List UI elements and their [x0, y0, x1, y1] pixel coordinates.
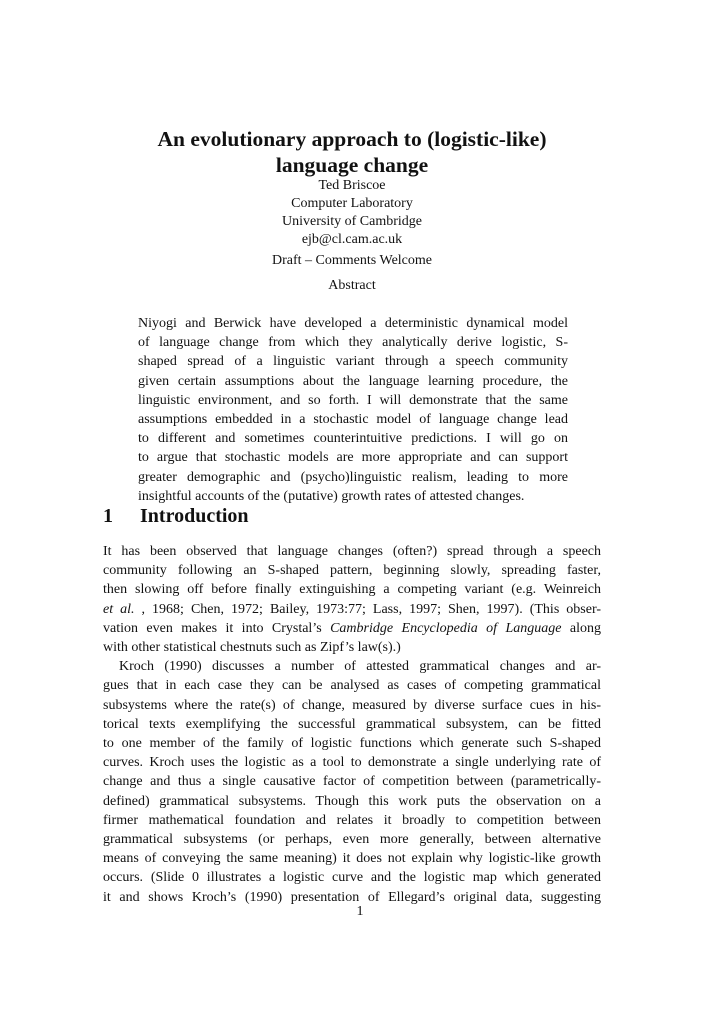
abstract-line: Niyogi and Berwick have developed a deterministic dynamical model [138, 316, 568, 331]
abstract-line: shaped spread of a linguistic variant through a speech community [138, 354, 568, 370]
abstract-line: to different and sometimes counterintuitive predictions. I will go on [138, 431, 568, 447]
page-number: 1 [356, 904, 364, 919]
body-line: defined) grammatical subsystems. Though this work puts the observation on a [103, 793, 601, 809]
body-line: It has been observed that language changes (often?) spread through a speech [103, 544, 601, 559]
body-line [103, 600, 601, 619]
paper-title [100, 126, 604, 178]
abstract-heading: Abstract [328, 278, 376, 293]
book-title-cambridge-encyclopedia: Cambridge Encyclopedia of Language [330, 620, 562, 636]
abstract-body [138, 314, 568, 506]
body-line: torical texts exemplifying the successful grammatical subsystem, can be fitted [103, 716, 601, 732]
draft-status: Draft – Comments Welcome [272, 253, 432, 268]
section-title: Introduction [140, 505, 249, 527]
body-line [103, 619, 601, 638]
author-affiliation-department: Computer Laboratory [291, 196, 413, 211]
abstract-line: given certain assumptions about the language learning procedure, the [138, 373, 568, 389]
abstract-line: insightful accounts of the (putative) growth rates of attested changes. [138, 488, 525, 504]
body-line: curves. Kroch uses the logistic as a tool to demonstrate a single underlying rate of [103, 755, 601, 771]
body-line: occurs. (Slide 0 illustrates a logistic curve and the logistic map which generated [103, 870, 601, 886]
body-line: gues that in each case they can be analysed as cases of competing grammatical [103, 678, 601, 694]
body-line: firmer mathematical foundation and relates it broadly to competition between [103, 812, 601, 828]
abstract-line: greater demographic and (psycho)linguistic realism, leading to more [138, 469, 568, 485]
body-line-text: vation even makes it into Crystal’s [103, 620, 331, 636]
citation-et-al: et al. [103, 601, 135, 617]
author-email: ejb@cl.cam.ac.uk [301, 232, 403, 247]
body-line: means of conveying the same meaning) it does not explain why logistic-like growth [103, 851, 601, 867]
abstract-line: linguistic environment, and so forth. I will demonstrate that the same [138, 392, 568, 408]
paper-metadata [100, 177, 604, 295]
body-line: subsystems where the rate(s) of change, measured by diverse surface cues in his- [103, 697, 601, 713]
paper-title-line-2: language change [275, 153, 429, 177]
abstract-line: to argue that stochastic models are more appropriate and can support [138, 450, 568, 466]
body-line: grammatical subsystems (or perhaps, even more generally, between alternative [103, 832, 601, 848]
author-affiliation-university: University of Cambridge [282, 214, 422, 229]
section-heading-introduction [103, 504, 249, 528]
introduction-body [103, 542, 601, 907]
abstract-line: of language change from which they analytically derive logistic, S- [138, 335, 568, 351]
body-line: to one member of the family of logistic functions which generate such S-shaped [103, 736, 601, 752]
body-line-text: along [561, 620, 602, 636]
section-number: 1 [103, 505, 113, 527]
abstract-line: assumptions embedded in a stochastic model of language change lead [138, 412, 568, 428]
paper-title-line-1: An evolutionary approach to (logistic-like) [157, 127, 547, 151]
body-line: change and thus a single causative factor of competition between (parametrically- [103, 774, 601, 790]
body-line: community following an S-shaped pattern, beginning slowly, spreading faster, [103, 563, 601, 579]
body-line-text: , 1968; Chen, 1972; Bailey, 1973:77; Lass, 1997; Shen, 1997). (This obser- [134, 601, 601, 617]
body-line: then slowing off before finally extinguishing a competing variant (e.g. Weinreich [103, 582, 601, 598]
author-name: Ted Briscoe [318, 178, 386, 193]
body-line: with other statistical chestnuts such as Zipf’s law(s).) [103, 640, 401, 656]
body-line: it and shows Kroch’s (1990) presentation of Ellegard’s original data, suggesting [103, 889, 601, 905]
body-line: Kroch (1990) discusses a number of attested grammatical changes and ar- [119, 659, 601, 675]
